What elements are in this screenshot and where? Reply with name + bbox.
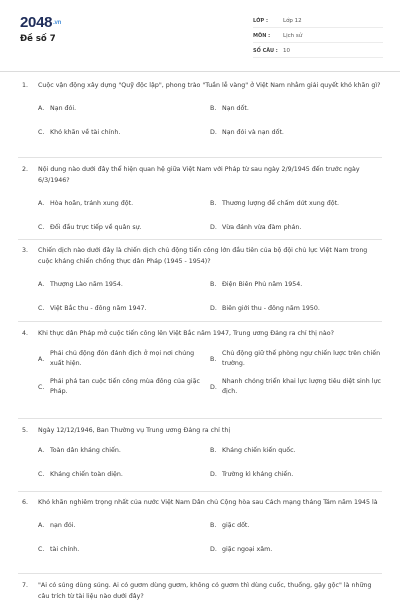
question-number: 1.: [22, 82, 29, 89]
question-4: [22, 328, 382, 397]
option-text: Điện Biên Phủ năm 1954.: [222, 281, 303, 288]
option-text: Nạn đói.: [50, 105, 77, 112]
option-letter: B.: [210, 105, 217, 112]
option-letter: A.: [38, 281, 45, 288]
option-letter: A.: [38, 447, 45, 454]
question-3: [22, 245, 382, 314]
meta-row-subject: [253, 30, 383, 43]
option-letter: A.: [38, 105, 45, 112]
answer-options: [38, 279, 382, 314]
option-letter: B.: [210, 200, 217, 207]
option-text: Toàn dân kháng chiến.: [50, 447, 121, 454]
option-c[interactable]: [38, 469, 210, 480]
question-1: [22, 80, 382, 138]
option-a[interactable]: [38, 445, 210, 456]
option-d[interactable]: [210, 222, 382, 233]
question-text: Cuộc vận động xây dựng "Quỹ độc lập", phong trào "Tuần lễ vàng" ở Việt Nam nhằm giải quyết khó khăn gì?: [38, 82, 381, 89]
question-text: Chiến dịch nào dưới đây là chiến dịch chủ động tiến công lớn đầu tiên của bộ đội chủ lực Việt Nam trong cuộc kháng chiến chống thực dân Pháp (1945 - 1954)?: [38, 247, 368, 265]
question-2: [22, 164, 382, 233]
option-text: Khó khăn về tài chính.: [50, 129, 121, 136]
option-letter: D.: [210, 546, 217, 553]
exam-header: [0, 0, 400, 72]
answer-options: [38, 198, 382, 233]
question-number: 6.: [22, 499, 29, 506]
question-6: [22, 497, 382, 555]
option-letter: C.: [38, 546, 45, 553]
question-text: Ngày 12/12/1946, Ban Thường vụ Trung ương Đảng ra chỉ thị: [38, 427, 231, 434]
option-a[interactable]: [38, 520, 210, 531]
option-c[interactable]: [38, 127, 210, 138]
option-text: Biên giới thu - đông năm 1950.: [222, 305, 320, 312]
option-text: giặc dốt.: [222, 522, 250, 529]
logo-text: 2048: [20, 14, 53, 31]
question-divider: [18, 157, 382, 158]
option-d[interactable]: [210, 544, 382, 555]
option-text: Đối đầu trực tiếp về quân sự.: [50, 224, 142, 231]
option-text: Phải chủ động đón đánh địch ở mọi nơi chúng xuất hiện.: [50, 350, 195, 367]
option-d[interactable]: [210, 303, 382, 314]
answer-options: [38, 520, 382, 555]
option-b[interactable]: [210, 445, 382, 456]
meta-value: 10: [283, 48, 290, 54]
option-text: Nạn dốt.: [222, 105, 249, 112]
question-divider: [18, 491, 382, 492]
option-text: Thượng Lào năm 1954.: [50, 281, 123, 288]
question-number: 5.: [22, 427, 29, 434]
option-letter: C.: [38, 129, 45, 136]
question-text: Nội dung nào dưới đây thể hiện quan hệ giữa Việt Nam với Pháp từ sau ngày 2/9/1945 đến trước ngày 6/3/1946?: [38, 166, 360, 184]
option-letter: A.: [38, 200, 45, 207]
option-letter: C.: [38, 383, 45, 391]
question-5: [22, 425, 382, 480]
option-b[interactable]: [210, 520, 382, 531]
option-b[interactable]: [210, 279, 382, 290]
option-c[interactable]: [38, 303, 210, 314]
option-letter: D.: [210, 471, 217, 478]
option-text: Thương lượng để chấm dứt xung đột.: [222, 200, 340, 207]
option-b[interactable]: [210, 103, 382, 114]
option-c[interactable]: [38, 377, 210, 397]
option-b[interactable]: [210, 349, 382, 369]
option-a[interactable]: [38, 349, 210, 369]
option-letter: D.: [210, 224, 217, 231]
question-number: 2.: [22, 166, 29, 173]
option-text: Hòa hoãn, tránh xung đột.: [50, 200, 134, 207]
option-letter: A.: [38, 355, 45, 363]
option-a[interactable]: [38, 279, 210, 290]
option-text: nạn đói.: [50, 522, 76, 529]
option-text: Kháng chiến toàn diện.: [50, 471, 123, 478]
question-number: 3.: [22, 247, 29, 254]
option-letter: D.: [210, 129, 217, 136]
option-text: Chủ động giữ thế phòng ngự chiến lược trên chiến trường.: [222, 350, 381, 367]
answer-options: [38, 349, 382, 397]
option-letter: B.: [210, 281, 217, 288]
meta-row-count: [253, 45, 383, 58]
site-logo[interactable]: [20, 14, 61, 31]
meta-label: SỐ CÂU :: [253, 48, 278, 54]
exam-meta: [253, 15, 383, 60]
option-letter: A.: [38, 522, 45, 529]
question-text: "Ai có súng dùng súng. Ai có gươm dùng gươm, không có gươm thì dùng cuốc, thuổng, gậy gộc" là những câu trích từ tài liệu nào dưới đây?: [38, 582, 372, 600]
question-divider: [18, 418, 382, 419]
option-b[interactable]: [210, 198, 382, 209]
option-letter: B.: [210, 522, 217, 529]
option-letter: C.: [38, 305, 45, 312]
question-divider: [18, 321, 382, 322]
question-7: [22, 580, 382, 600]
option-text: Kháng chiến kiến quốc.: [222, 447, 296, 454]
option-letter: D.: [210, 305, 217, 312]
option-c[interactable]: [38, 544, 210, 555]
exam-title: Đề số 7: [20, 34, 56, 44]
meta-value: Lớp 12: [283, 18, 302, 24]
option-text: Việt Bắc thu - đông năm 1947.: [50, 305, 147, 312]
answer-options: [38, 445, 382, 480]
question-divider: [18, 573, 382, 574]
option-letter: B.: [210, 447, 217, 454]
option-letter: C.: [38, 224, 45, 231]
option-c[interactable]: [38, 222, 210, 233]
logo-suffix: .vn: [53, 20, 61, 27]
option-a[interactable]: [38, 198, 210, 209]
option-text: Trường kì kháng chiến.: [222, 471, 294, 478]
meta-label: LỚP :: [253, 18, 268, 24]
meta-row-class: [253, 15, 383, 28]
option-letter: D.: [210, 383, 217, 391]
option-text: Nhanh chóng triển khai lực lượng tiêu diệt sinh lực địch.: [222, 378, 381, 395]
question-number: 7.: [22, 582, 29, 589]
question-divider: [18, 239, 382, 240]
option-letter: B.: [210, 355, 217, 363]
question-number: 4.: [22, 330, 29, 337]
option-d[interactable]: [210, 127, 382, 138]
question-text: Khó khăn nghiêm trọng nhất của nước Việt Nam Dân chủ Cộng hòa sau Cách mạng tháng Tám năm 1945 là: [38, 499, 378, 506]
meta-value: Lịch sử: [283, 33, 303, 39]
option-text: tài chính.: [50, 546, 80, 553]
option-text: Vừa đánh vừa đàm phán.: [222, 224, 302, 231]
option-text: Nạn đói và nạn dốt.: [222, 129, 284, 136]
option-text: Phải phá tan cuộc tiến công mùa đông của giặc Pháp.: [50, 378, 200, 395]
question-text: Khi thực dân Pháp mở cuộc tiến công lên Việt Bắc năm 1947, Trung ương Đảng ra chỉ thị nào?: [38, 330, 334, 337]
option-d[interactable]: [210, 377, 382, 397]
option-d[interactable]: [210, 469, 382, 480]
option-a[interactable]: [38, 103, 210, 114]
answer-options: [38, 103, 382, 138]
meta-label: MÔN :: [253, 33, 271, 39]
option-letter: C.: [38, 471, 45, 478]
option-text: giặc ngoại xâm.: [222, 546, 273, 553]
